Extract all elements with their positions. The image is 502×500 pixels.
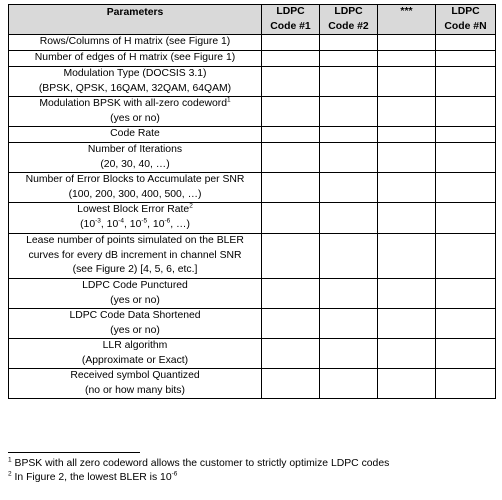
header-ldpc-code-1: LDPC Code #1 bbox=[262, 5, 320, 35]
value-cell[interactable] bbox=[436, 369, 496, 399]
footnotes bbox=[8, 452, 495, 485]
value-cell[interactable] bbox=[378, 369, 436, 399]
table-row bbox=[9, 339, 496, 369]
value-cell[interactable] bbox=[262, 173, 320, 203]
value-cell[interactable] bbox=[320, 97, 378, 127]
value-cell[interactable] bbox=[436, 35, 496, 51]
header-ldpc-code-n: LDPC Code #N bbox=[436, 5, 496, 35]
header-ldpc-code-2: LDPC Code #2 bbox=[320, 5, 378, 35]
header-parameters: Parameters bbox=[9, 5, 262, 35]
footnote-2: $^2$ In Figure 2, the lowest BLER is $10^{-6}$ bbox=[8, 470, 178, 483]
value-cell[interactable] bbox=[320, 173, 378, 203]
value-cell[interactable] bbox=[320, 339, 378, 369]
value-cell[interactable] bbox=[378, 97, 436, 127]
value-cell[interactable] bbox=[378, 127, 436, 143]
parameters-table bbox=[8, 4, 496, 399]
param-iterations: Number of Iterations (20, 30, 40, …) bbox=[9, 143, 262, 173]
value-cell[interactable] bbox=[378, 67, 436, 97]
value-cell[interactable] bbox=[262, 203, 320, 234]
table-row bbox=[9, 143, 496, 173]
value-cell[interactable] bbox=[436, 234, 496, 279]
value-cell[interactable] bbox=[262, 339, 320, 369]
table-header-row bbox=[9, 5, 496, 35]
value-cell[interactable] bbox=[378, 234, 436, 279]
value-cell[interactable] bbox=[320, 67, 378, 97]
value-cell[interactable] bbox=[378, 279, 436, 309]
param-bler-points: Lease number of points simulated on the BLER curves for every dB increment in channel SNR (see Figure 2) [4, 5, 6, etc.] bbox=[9, 234, 262, 279]
value-cell[interactable] bbox=[378, 339, 436, 369]
value-cell[interactable] bbox=[262, 369, 320, 399]
footnote-ref-2: 2 bbox=[189, 202, 193, 210]
value-cell[interactable] bbox=[320, 143, 378, 173]
table-row bbox=[9, 51, 496, 67]
table-row bbox=[9, 234, 496, 279]
value-cell[interactable] bbox=[436, 309, 496, 339]
value-cell[interactable] bbox=[262, 143, 320, 173]
param-rows-columns: Rows/Columns of H matrix (see Figure 1) bbox=[9, 35, 262, 51]
value-cell[interactable] bbox=[262, 279, 320, 309]
value-cell[interactable] bbox=[378, 143, 436, 173]
value-cell[interactable] bbox=[436, 339, 496, 369]
value-cell[interactable] bbox=[320, 35, 378, 51]
value-cell[interactable] bbox=[320, 309, 378, 339]
value-cell[interactable] bbox=[262, 97, 320, 127]
value-cell[interactable] bbox=[262, 67, 320, 97]
value-cell[interactable] bbox=[436, 67, 496, 97]
header-ellipsis: *** bbox=[378, 5, 436, 35]
param-data-shortened: LDPC Code Data Shortened (yes or no) bbox=[9, 309, 262, 339]
value-cell[interactable] bbox=[378, 51, 436, 67]
value-cell[interactable] bbox=[436, 203, 496, 234]
value-cell[interactable] bbox=[378, 173, 436, 203]
table-row bbox=[9, 279, 496, 309]
value-cell[interactable] bbox=[378, 203, 436, 234]
value-cell[interactable] bbox=[436, 143, 496, 173]
table-row bbox=[9, 369, 496, 399]
value-cell[interactable] bbox=[436, 51, 496, 67]
param-error-blocks: Number of Error Blocks to Accumulate per SNR (100, 200, 300, 400, 500, …) bbox=[9, 173, 262, 203]
value-cell[interactable] bbox=[378, 35, 436, 51]
footnote-separator bbox=[8, 452, 140, 453]
value-cell[interactable] bbox=[436, 127, 496, 143]
param-code-punctured: LDPC Code Punctured (yes or no) bbox=[9, 279, 262, 309]
table-row bbox=[9, 127, 496, 143]
param-lowest-bler: Lowest Block Error Rate$^2$ ($10^{-3}$, $10^{-4}$, $10^{-5}$, $10^{-6}$, …) bbox=[9, 203, 262, 234]
bler-values: ($10^{-3}$, $10^{-4}$, $10^{-5}$, $10^{-6}$, …) bbox=[80, 217, 190, 230]
value-cell[interactable] bbox=[436, 97, 496, 127]
value-cell[interactable] bbox=[320, 51, 378, 67]
param-code-rate: Code Rate bbox=[9, 127, 262, 143]
table-row bbox=[9, 35, 496, 51]
param-llr-algorithm: LLR algorithm (Approximate or Exact) bbox=[9, 339, 262, 369]
value-cell[interactable] bbox=[436, 173, 496, 203]
table-row bbox=[9, 203, 496, 234]
param-modulation-bpsk-zero: Modulation BPSK with all-zero codeword$^1$ (yes or no) bbox=[9, 97, 262, 127]
value-cell[interactable] bbox=[262, 51, 320, 67]
param-symbol-quantized: Received symbol Quantized (no or how many bits) bbox=[9, 369, 262, 399]
value-cell[interactable] bbox=[262, 309, 320, 339]
value-cell[interactable] bbox=[262, 234, 320, 279]
param-number-of-edges: Number of edges of H matrix (see Figure 1) bbox=[9, 51, 262, 67]
table-row bbox=[9, 173, 496, 203]
value-cell[interactable] bbox=[320, 279, 378, 309]
value-cell[interactable] bbox=[320, 127, 378, 143]
table-row bbox=[9, 309, 496, 339]
footnote-ref-1: 1 bbox=[227, 96, 231, 104]
footnote-1: $^1$ BPSK with all zero codeword allows the customer to strictly optimize LDPC codes bbox=[8, 456, 390, 469]
value-cell[interactable] bbox=[320, 234, 378, 279]
value-cell[interactable] bbox=[262, 35, 320, 51]
value-cell[interactable] bbox=[320, 203, 378, 234]
param-modulation-type: Modulation Type (DOCSIS 3.1) (BPSK, QPSK, 16QAM, 32QAM, 64QAM) bbox=[9, 67, 262, 97]
value-cell[interactable] bbox=[262, 127, 320, 143]
parameters-table-container bbox=[8, 4, 495, 399]
table-row bbox=[9, 67, 496, 97]
value-cell[interactable] bbox=[436, 279, 496, 309]
value-cell[interactable] bbox=[378, 309, 436, 339]
table-row bbox=[9, 97, 496, 127]
value-cell[interactable] bbox=[320, 369, 378, 399]
